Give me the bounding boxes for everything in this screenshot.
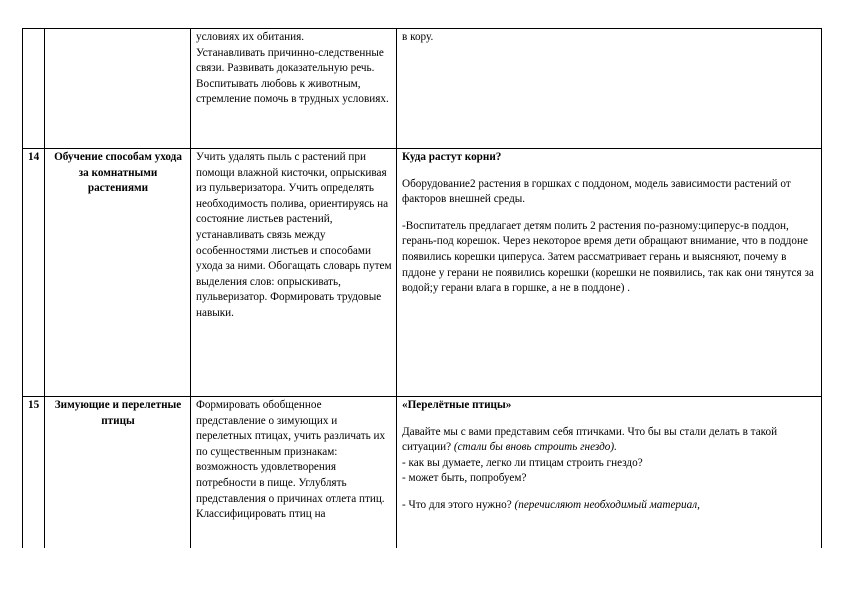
activity-intro — [402, 425, 817, 456]
topic-cell: Зимующие и перелетные птицы — [45, 397, 191, 549]
table-row — [23, 149, 822, 397]
activity-cell — [397, 149, 822, 397]
activity-question: - может быть, попробуем? — [402, 472, 527, 485]
activity-title: «Перелётные птицы» — [402, 399, 512, 411]
topic-cell: Обучение способам ухода за комнатными растениями — [45, 149, 191, 397]
row-number-cell: 14 — [23, 149, 45, 397]
activity-question: - как вы думаете, легко ли птицам строить гнездо? — [402, 456, 643, 469]
lesson-plan-table — [22, 28, 822, 548]
activity-equipment: Оборудование2 растения в горшках с поддоном, модель зависимости растений от факторов внешней среды. — [402, 177, 791, 206]
row-number-cell: 15 — [23, 397, 45, 549]
activity-title: Куда растут корни? — [402, 151, 502, 163]
goals-paragraph: Воспитывать любовь к животным, стремление помочь в трудных условиях. — [196, 77, 389, 106]
activity-intro-answer: (стали бы вновь строить гнездо). — [453, 441, 617, 454]
goals-cell: Учить удалять пыль с растений при помощи влажной кисточки, опрыскивая из пульверизатора. Учить определять необходимость полива, ориентируясь на состояние листьев растений, устанавливать связь между особенностями листьев и способами ухода за ними. Обогащать словарь путем выделения слов: опрыскивать, пульверизатор. Формировать трудовые навыки. — [191, 149, 397, 397]
activity-question — [402, 498, 817, 514]
goals-paragraph: Устанавливать причинно-следственные связи. Развивать доказательную речь. — [196, 46, 384, 75]
activity-cell — [397, 397, 822, 549]
activity-text: в кору. — [402, 31, 434, 43]
goals-cell — [191, 29, 397, 149]
goals-paragraph: условиях их обитания. — [196, 31, 305, 43]
activity-question-answer: (перечисляют необходимый материал, — [514, 498, 700, 511]
activity-intro-text: Давайте мы с вами представим себя птичками. Что бы вы стали делать в такой ситуации? — [402, 425, 778, 454]
goals-cell: Формировать обобщенное представление о зимующих и перелетных птицах, учить различать их по существенным признакам: возможность удовлетворения потребности в пище. Углублять представления о причинах отлета птиц. Классифицировать птиц на — [191, 397, 397, 549]
activity-question-text: - Что для этого нужно? — [402, 498, 512, 511]
table-row — [23, 397, 822, 549]
activity-description: -Воспитатель предлагает детям полить 2 растения по-разному:циперус-в поддон, герань-под корешок. Через некоторое время дети обращают внимание, что в поддоне появились корешки циперуса. Затем рассматривает герань и выясняют, почему в пддоне у герани не появились корешки (корешки не появились, так как они тянутся за водой;у герани влага в горшке, а не в поддоне) . — [402, 219, 814, 295]
table-row — [23, 29, 822, 149]
activity-cell — [397, 29, 822, 149]
row-number-cell — [23, 29, 45, 149]
topic-cell — [45, 29, 191, 149]
